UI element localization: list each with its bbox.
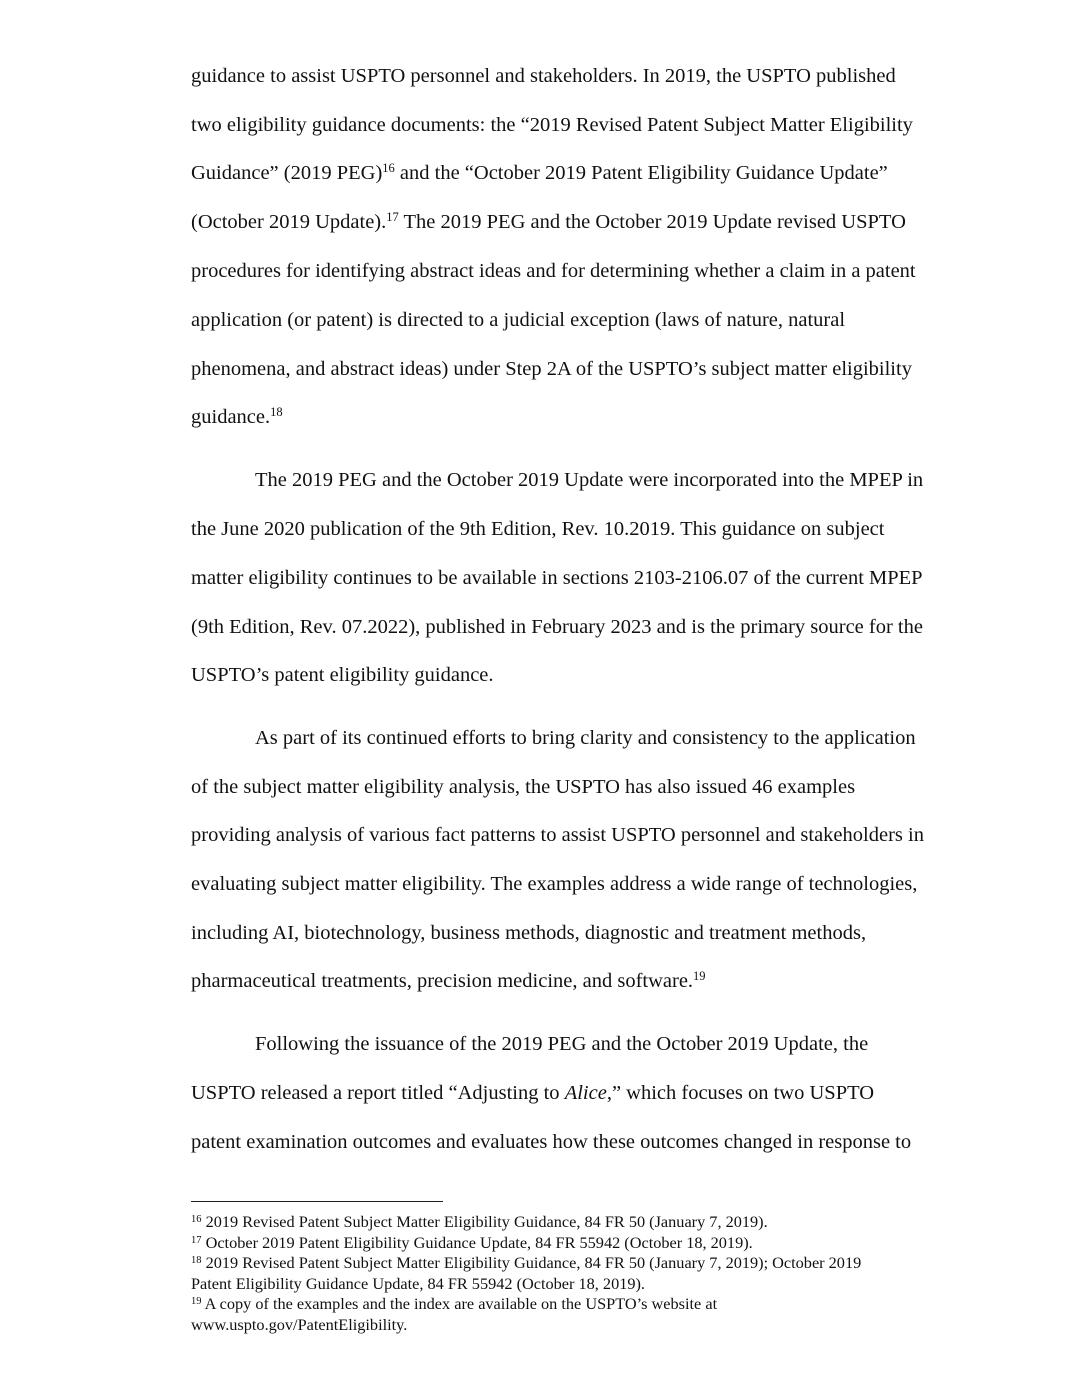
text-line — [191, 210, 906, 234]
footnote-ref-17[interactable]: 17 — [386, 210, 399, 224]
footnote-17 — [191, 1233, 753, 1253]
text-span: guidance. — [191, 406, 271, 428]
text-span: USPTO released a report titled “Adjusting to — [191, 1082, 565, 1104]
text-line: two eligibility guidance documents: the “2019 Revised Patent Subject Matter Eligibility — [191, 114, 913, 136]
footnote-number: 18 — [191, 1255, 202, 1266]
footnote-18 — [191, 1253, 861, 1273]
text-line — [191, 405, 283, 429]
text-line: of the subject matter eligibility analysis, the USPTO has also issued 46 examples — [191, 776, 856, 798]
text-line: (9th Edition, Rev. 07.2022), published in February 2023 and is the primary source for the — [191, 616, 923, 638]
text-line: providing analysis of various fact patterns to assist USPTO personnel and stakeholders in — [191, 824, 924, 846]
footnote-ref-18[interactable]: 18 — [270, 405, 283, 419]
footnote-19 — [191, 1294, 717, 1314]
text-line: evaluating subject matter eligibility. The examples address a wide range of technologies, — [191, 873, 918, 895]
footnote-16 — [191, 1212, 768, 1232]
text-line: patent examination outcomes and evaluates how these outcomes changed in response to — [191, 1131, 912, 1153]
text-span: and the “October 2019 Patent Eligibility Guidance Update” — [394, 162, 888, 184]
text-line: application (or patent) is directed to a judicial exception (laws of nature, natural — [191, 309, 846, 331]
footnote-19-link[interactable]: www.uspto.gov/PatentEligibility. — [191, 1314, 408, 1334]
text-line: matter eligibility continues to be available in sections 2103-2106.07 of the current MPEP — [191, 567, 923, 589]
text-span: The 2019 PEG and the October 2019 Update revised USPTO — [398, 211, 906, 233]
text-line: the June 2020 publication of the 9th Edition, Rev. 10.2019. This guidance on subject — [191, 518, 885, 540]
footnote-ref-16[interactable]: 16 — [382, 161, 395, 175]
text-line: As part of its continued efforts to bring clarity and consistency to the application — [255, 727, 916, 749]
footnote-18-continued: Patent Eligibility Guidance Update, 84 FR 55942 (October 18, 2019). — [191, 1273, 645, 1293]
text-line: The 2019 PEG and the October 2019 Update were incorporated into the MPEP in — [255, 469, 924, 491]
text-span: Guidance” (2019 PEG) — [191, 162, 383, 184]
footnote-number: 17 — [191, 1234, 202, 1246]
text-line: phenomena, and abstract ideas) under Step 2A of the USPTO’s subject matter eligibility — [191, 358, 912, 380]
footnote-text: October 2019 Patent Eligibility Guidance Update, 84 FR 55942 (October 18, 2019). — [201, 1232, 753, 1252]
footnote-text: A copy of the examples and the index are available on the USPTO’s website at — [201, 1294, 718, 1313]
text-line: including AI, biotechnology, business methods, diagnostic and treatment methods, — [191, 922, 867, 944]
footnote-number: 19 — [191, 1296, 202, 1307]
text-line: guidance to assist USPTO personnel and stakeholders. In 2019, the USPTO published — [191, 65, 896, 87]
text-line: Following the issuance of the 2019 PEG and the October 2019 Update, the — [255, 1033, 869, 1055]
case-name-alice: Alice — [564, 1082, 607, 1104]
text-line — [191, 1081, 874, 1105]
text-line — [191, 161, 888, 185]
footnote-ref-19[interactable]: 19 — [693, 969, 706, 983]
footnote-text: 2019 Revised Patent Subject Matter Eligibility Guidance, 84 FR 50 (January 7, 2019); October 2019 — [201, 1253, 862, 1272]
text-span: (October 2019 Update). — [191, 211, 387, 233]
footnote-separator — [191, 1201, 443, 1202]
footnote-number: 16 — [191, 1214, 202, 1225]
text-span: ,” which focuses on two USPTO — [606, 1082, 875, 1104]
footnote-text: 2019 Revised Patent Subject Matter Eligibility Guidance, 84 FR 50 (January 7, 2019). — [201, 1212, 768, 1231]
text-line — [191, 969, 706, 993]
text-span: pharmaceutical treatments, precision medicine, and software. — [191, 970, 694, 992]
text-line: procedures for identifying abstract ideas and for determining whether a claim in a patent — [191, 260, 916, 282]
text-line: USPTO’s patent eligibility guidance. — [191, 664, 494, 686]
